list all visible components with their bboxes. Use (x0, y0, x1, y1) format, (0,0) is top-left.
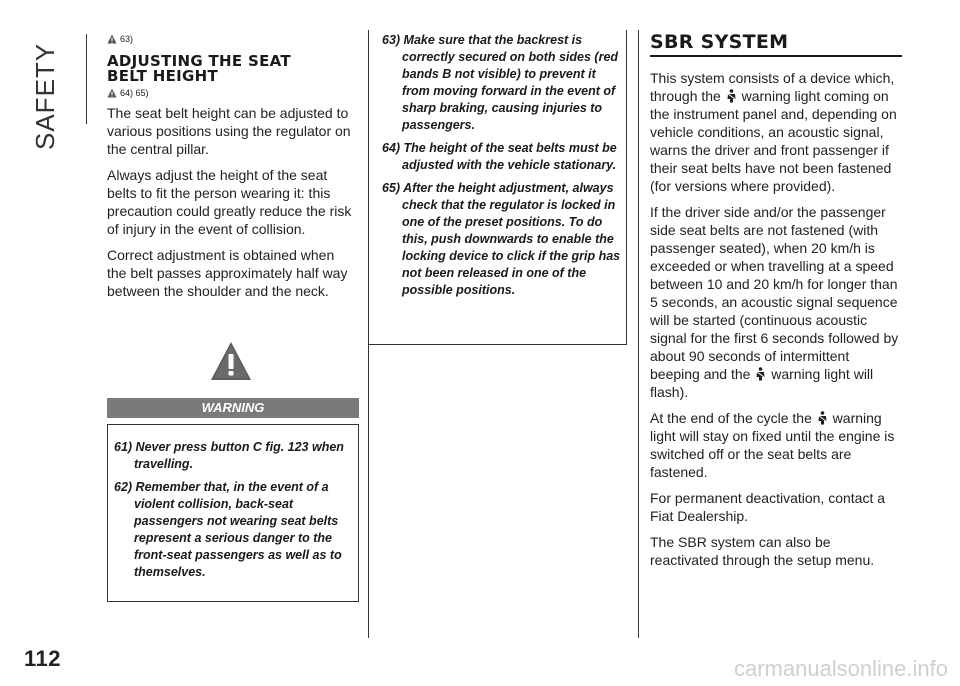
warning-item: 65) After the height adjustment, always check that the regulator is locked in one of the preset positions. To do this, push downwards to enable the locking device to click if the grip has not been released in one of the possible positions. (382, 181, 621, 297)
side-rule (86, 34, 87, 124)
small-warning-icon (107, 34, 117, 44)
warning-box-bottom-border (368, 344, 627, 345)
paragraph (650, 69, 902, 195)
warning-box (107, 424, 359, 602)
warning-item: 63) Make sure that the backrest is correctly secured on both sides (red bands B not visible) to prevent it from moving forward in the event of sharp braking, causing injuries to passengers. (382, 33, 619, 132)
section-heading (107, 54, 355, 84)
warning-item: 61) Never press button C fig. 123 when travelling. (114, 440, 344, 471)
seat-belt-warning-icon (817, 411, 828, 425)
warning-item: 64) The height of the seat belts must be adjusted with the vehicle stationary. (382, 141, 617, 172)
text-fragment: If the driver side and/or the passenger side seat belts are not fastened (with passenger seated), when 20 km/h is exceeded or when travelling at a speed between 10 and 20 km/h for longer than 5 seconds, an acoustic signal sequence will be started (continuous acoustic signal for the first 6 seconds followed by about 90 seconds of intermittent beeping and the (650, 204, 899, 382)
warning-triangle-icon (209, 340, 253, 384)
paragraph: For permanent deactivation, contact a Fiat Dealership. (650, 490, 886, 524)
paragraph: The seat belt height can be adjusted to various positions using the regulator on the central pillar. (107, 105, 351, 157)
page-number: 112 (24, 646, 61, 671)
paragraph: The SBR system can also be reactivated through the setup menu. (650, 534, 875, 568)
text-fragment: At the end of the cycle the (650, 410, 812, 426)
paragraph: Always adjust the height of the seat belts to fit the person wearing it: this precaution could greatly reduce the risk of injury in the event of collision. (107, 167, 352, 237)
heading-line-2: BELT HEIGHT (107, 67, 218, 85)
paragraph (650, 409, 902, 481)
text-fragment: This system consists of a device which, through the (650, 70, 895, 104)
reference-text: 64) 65) (120, 88, 149, 98)
small-warning-icon (107, 88, 117, 98)
paragraph (650, 203, 902, 401)
text-fragment: warning light will stay on fixed until the engine is switched off or the seat belts are fastened. (650, 410, 895, 480)
seat-belt-warning-icon (726, 89, 737, 103)
column-adjusting-belt (107, 32, 355, 602)
side-label-text: SAFETY (30, 42, 60, 150)
section-side-label (12, 40, 72, 160)
section-heading: SBR SYSTEM (650, 31, 789, 53)
side-label-svg (12, 40, 72, 160)
column-divider-1 (368, 30, 369, 638)
warning-item: 62) Remember that, in the event of a violent collision, back-seat passengers not wearing seat belts represent a serious danger to the front-seat passengers as well as to themselves. (114, 480, 342, 579)
paragraph: Correct adjustment is obtained when the belt passes approximately half way between the shoulder and the neck. (107, 247, 348, 299)
heading-line-1: ADJUSTING THE SEAT (107, 52, 291, 70)
column-divider-2 (638, 30, 639, 638)
column-warnings-continued (382, 32, 622, 305)
warning-symbol (107, 340, 355, 384)
seat-belt-warning-icon (755, 367, 766, 381)
reference-64-65 (107, 86, 355, 100)
warning-header: WARNING (107, 398, 359, 418)
reference-63 (107, 32, 355, 46)
text-fragment: warning light coming on the instrument panel and, depending on vehicle conditions, an acoustic signal, warns the driver and front passenger if their seat belts have not been fastened (for versions where provided). (650, 88, 897, 194)
warning-box-right-border (626, 30, 627, 344)
text-fragment: warning light will flash). (650, 366, 874, 400)
column-sbr-system (650, 32, 902, 577)
reference-text: 63) (120, 34, 134, 44)
watermark: carmanualsonline.info (733, 656, 948, 681)
